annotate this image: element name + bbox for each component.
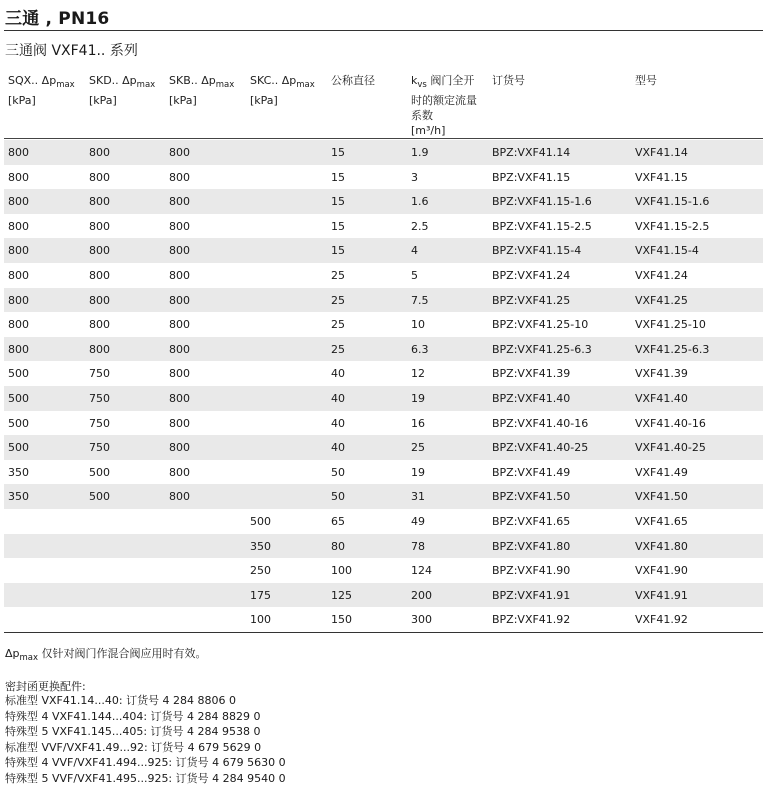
cell-kvs: 49 — [411, 514, 425, 528]
cell-skd: 800 — [89, 318, 110, 332]
cell-order: BPZ:VXF41.40-16 — [492, 416, 589, 430]
table-bottom-rule — [4, 632, 763, 633]
cell-dn: 40 — [331, 391, 345, 405]
cell-sqx: 800 — [8, 244, 29, 258]
table-row — [4, 411, 763, 436]
spare-part-line: 特殊型 4 VVF/VXF41.494...925: 订货号 4 679 5630 0 — [5, 756, 286, 769]
section-title: 三通 , PN16 — [5, 9, 110, 29]
cell-type: VXF41.15 — [635, 170, 688, 184]
cell-order: BPZ:VXF41.25 — [492, 293, 571, 307]
cell-type: VXF41.25 — [635, 293, 688, 307]
cell-order: BPZ:VXF41.92 — [492, 613, 571, 627]
cell-sqx: 800 — [8, 342, 29, 356]
header-sqx: SQX.. $\Delta p_{max}$ [kPa] — [8, 74, 75, 108]
cell-order: BPZ:VXF41.15 — [492, 170, 571, 184]
cell-sqx: 500 — [8, 391, 29, 405]
cell-sqx: 350 — [8, 465, 29, 479]
cell-kvs: 200 — [411, 588, 432, 602]
cell-order: BPZ:VXF41.15-1.6 — [492, 195, 592, 209]
cell-skc: 250 — [250, 564, 271, 578]
cell-type: VXF41.50 — [635, 490, 688, 504]
cell-skb: 800 — [169, 391, 190, 405]
cell-skb: 800 — [169, 170, 190, 184]
header-skc: SKC.. $\Delta p_{max}$ [kPa] — [250, 74, 315, 108]
cell-skd: 800 — [89, 244, 110, 258]
cell-sqx: 500 — [8, 416, 29, 430]
cell-type: VXF41.15-4 — [635, 244, 699, 258]
cell-skd: 800 — [89, 293, 110, 307]
cell-kvs: 6.3 — [411, 342, 429, 356]
cell-skb: 800 — [169, 219, 190, 233]
cell-kvs: 31 — [411, 490, 425, 504]
table-row — [4, 263, 763, 288]
cell-type: VXF41.49 — [635, 465, 688, 479]
cell-dn: 50 — [331, 465, 345, 479]
cell-type: VXF41.91 — [635, 588, 688, 602]
cell-sqx: 800 — [8, 293, 29, 307]
cell-sqx: 500 — [8, 441, 29, 455]
cell-skd: 500 — [89, 465, 110, 479]
cell-kvs: 7.5 — [411, 293, 429, 307]
cell-type: VXF41.25-6.3 — [635, 342, 710, 356]
cell-kvs: 2.5 — [411, 219, 429, 233]
series-title: 三通阀 VXF41.. 系列 — [5, 43, 138, 59]
spare-part-line: 特殊型 4 VXF41.144...404: 订货号 4 284 8829 0 — [5, 709, 261, 723]
cell-kvs: 25 — [411, 441, 425, 455]
cell-order: BPZ:VXF41.15-4 — [492, 244, 582, 258]
cell-sqx: 800 — [8, 170, 29, 184]
cell-skd: 800 — [89, 146, 110, 159]
cell-order: BPZ:VXF41.39 — [492, 367, 571, 381]
cell-skb: 800 — [169, 367, 190, 381]
cell-dn: 40 — [331, 416, 345, 430]
table-row — [4, 386, 763, 411]
header-type: 型号 — [635, 74, 657, 87]
cell-kvs: 16 — [411, 416, 425, 430]
spare-part-line: 标准型 VVF/VXF41.49...92: 订货号 4 679 5629 0 — [5, 740, 262, 754]
cell-skc: 100 — [250, 613, 271, 627]
cell-kvs: 1.6 — [411, 195, 429, 209]
cell-order: BPZ:VXF41.40 — [492, 391, 571, 405]
cell-dn: 15 — [331, 146, 345, 159]
cell-skd: 750 — [89, 441, 110, 455]
cell-order: BPZ:VXF41.80 — [492, 539, 571, 553]
cell-type: VXF41.24 — [635, 268, 688, 282]
cell-order: BPZ:VXF41.90 — [492, 564, 571, 578]
cell-skb: 800 — [169, 490, 190, 504]
cell-skd: 800 — [89, 195, 110, 209]
cell-dn: 80 — [331, 539, 345, 553]
cell-type: VXF41.40-16 — [635, 416, 706, 430]
cell-type: VXF41.90 — [635, 564, 688, 578]
table-row — [4, 165, 763, 190]
cell-order: BPZ:VXF41.25-10 — [492, 318, 589, 332]
cell-type: VXF41.15-2.5 — [635, 219, 710, 233]
table-row — [4, 558, 763, 583]
spare-parts-list — [5, 693, 286, 786]
cell-dn: 15 — [331, 195, 345, 209]
table-row — [4, 238, 763, 263]
cell-order: BPZ:VXF41.91 — [492, 588, 571, 602]
cell-dn: 25 — [331, 293, 345, 307]
cell-type: VXF41.14 — [635, 146, 688, 159]
cell-dn: 40 — [331, 441, 345, 455]
cell-skd: 750 — [89, 416, 110, 430]
cell-skd: 800 — [89, 219, 110, 233]
cell-kvs: 1.9 — [411, 146, 429, 159]
cell-skd: 750 — [89, 391, 110, 405]
cell-dn: 40 — [331, 367, 345, 381]
cell-skb: 800 — [169, 146, 190, 159]
cell-skb: 800 — [169, 441, 190, 455]
cell-skd: 500 — [89, 490, 110, 504]
cell-skb: 800 — [169, 416, 190, 430]
dpmax-note: $\Delta p_{max}$ 仅针对阀门作混合阀应用时有效。 — [5, 647, 207, 664]
cell-skd: 800 — [89, 170, 110, 184]
cell-skb: 800 — [169, 293, 190, 307]
cell-dn: 25 — [331, 342, 345, 356]
cell-skb: 800 — [169, 244, 190, 258]
cell-type: VXF41.40-25 — [635, 441, 706, 455]
cell-skb: 800 — [169, 342, 190, 356]
cell-order: BPZ:VXF41.65 — [492, 514, 571, 528]
table-row — [4, 435, 763, 460]
cell-dn: 100 — [331, 564, 352, 578]
cell-sqx: 800 — [8, 146, 29, 159]
cell-dn: 50 — [331, 490, 345, 504]
table-row — [4, 312, 763, 337]
header-skd: SKD.. $\Delta p_{max}$ [kPa] — [89, 74, 156, 108]
table-row — [4, 189, 763, 214]
cell-type: VXF41.65 — [635, 514, 688, 528]
cell-kvs: 10 — [411, 318, 425, 332]
cell-skb: 800 — [169, 195, 190, 209]
cell-skc: 175 — [250, 588, 271, 602]
cell-order: BPZ:VXF41.24 — [492, 268, 571, 282]
header-divider — [4, 138, 763, 139]
spare-part-line: 标准型 VXF41.14...40: 订货号 4 284 8806 0 — [5, 694, 237, 707]
cell-dn: 15 — [331, 170, 345, 184]
cell-dn: 25 — [331, 318, 345, 332]
cell-kvs: 19 — [411, 391, 425, 405]
cell-kvs: 78 — [411, 539, 425, 553]
table-row — [4, 583, 763, 608]
cell-sqx: 800 — [8, 195, 29, 209]
spare-parts-title: 密封函更换配件: — [5, 680, 86, 693]
cell-sqx: 350 — [8, 490, 29, 504]
cell-type: VXF41.40 — [635, 391, 688, 405]
title-divider — [4, 30, 763, 31]
cell-order: BPZ:VXF41.50 — [492, 490, 571, 504]
cell-type: VXF41.80 — [635, 539, 688, 553]
cell-skd: 800 — [89, 342, 110, 356]
table-row — [4, 484, 763, 509]
cell-kvs: 5 — [411, 268, 418, 282]
cell-dn: 125 — [331, 588, 352, 602]
cell-kvs: 124 — [411, 564, 432, 578]
cell-order: BPZ:VXF41.40-25 — [492, 441, 589, 455]
cell-skb: 800 — [169, 268, 190, 282]
cell-skb: 800 — [169, 318, 190, 332]
cell-type: VXF41.15-1.6 — [635, 195, 710, 209]
cell-kvs: 4 — [411, 244, 418, 258]
cell-dn: 15 — [331, 244, 345, 258]
header-nominal-diameter: 公称直径 — [331, 74, 375, 87]
cell-sqx: 800 — [8, 318, 29, 332]
cell-kvs: 19 — [411, 465, 425, 479]
cell-skc: 350 — [250, 539, 271, 553]
header-order-number: 订货号 — [492, 74, 525, 87]
table-row — [4, 534, 763, 559]
cell-order: BPZ:VXF41.15-2.5 — [492, 219, 592, 233]
cell-type: VXF41.25-10 — [635, 318, 706, 332]
table-row — [4, 140, 763, 165]
header-skb: SKB.. $\Delta p_{max}$ [kPa] — [169, 74, 235, 108]
cell-kvs: 3 — [411, 170, 418, 184]
cell-order: BPZ:VXF41.14 — [492, 146, 571, 159]
table-row — [4, 214, 763, 239]
cell-type: VXF41.39 — [635, 367, 688, 381]
cell-dn: 15 — [331, 219, 345, 233]
cell-skc: 500 — [250, 514, 271, 528]
table-row — [4, 509, 763, 534]
cell-sqx: 800 — [8, 268, 29, 282]
cell-sqx: 800 — [8, 219, 29, 233]
cell-order: BPZ:VXF41.25-6.3 — [492, 342, 592, 356]
spare-part-line: 特殊型 5 VXF41.145...405: 订货号 4 284 9538 0 — [5, 725, 261, 738]
table-row — [4, 460, 763, 485]
table-row — [4, 288, 763, 313]
cell-sqx: 500 — [8, 367, 29, 381]
valve-table-body — [4, 140, 763, 632]
cell-kvs: 300 — [411, 613, 432, 627]
spare-part-line: 特殊型 5 VVF/VXF41.495...925: 订货号 4 284 9540 0 — [5, 771, 286, 785]
cell-type: VXF41.92 — [635, 613, 688, 627]
table-row — [4, 607, 763, 632]
cell-skb: 800 — [169, 465, 190, 479]
header-kvs: $k_{vs}$ 阀门全开 时的额定流量 系数 [m³/h] — [411, 74, 477, 138]
cell-dn: 25 — [331, 268, 345, 282]
cell-dn: 150 — [331, 613, 352, 627]
table-row — [4, 337, 763, 362]
cell-skd: 750 — [89, 367, 110, 381]
table-row — [4, 361, 763, 386]
cell-kvs: 12 — [411, 367, 425, 381]
cell-skd: 800 — [89, 268, 110, 282]
cell-order: BPZ:VXF41.49 — [492, 465, 571, 479]
cell-dn: 65 — [331, 514, 345, 528]
